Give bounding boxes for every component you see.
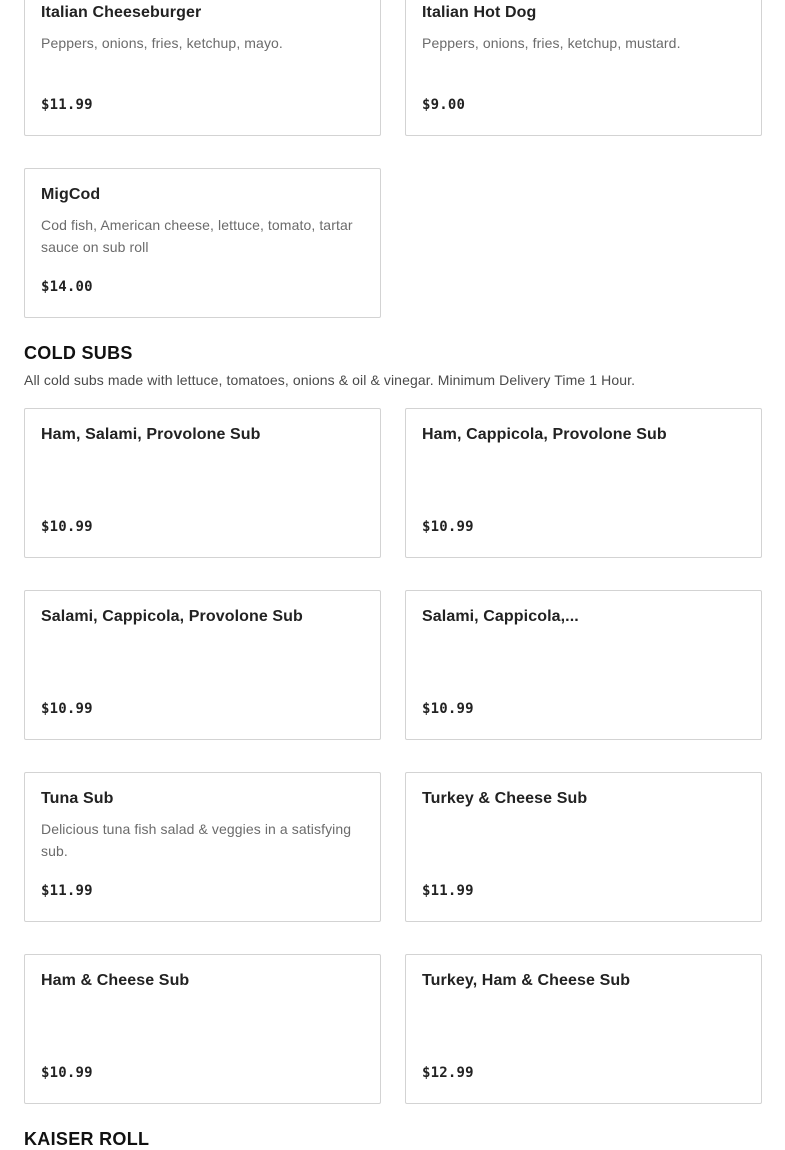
menu-item-description: Cod fish, American cheese, lettuce, tomato, tartar sauce on sub roll [41,217,353,255]
menu-item-name: Ham, Cappicola, Provolone Sub [422,426,667,443]
menu-item-price: $11.99 [41,97,93,113]
menu-item-price: $11.99 [422,883,474,899]
menu-item-name: Italian Hot Dog [422,4,537,21]
menu-item-price: $10.99 [422,519,474,535]
menu-item-description: Delicious tuna fish salad & veggies in a satisfying sub. [41,821,352,859]
menu-item-card[interactable] [405,590,762,740]
menu-item-card[interactable] [405,0,762,136]
menu-item-name: Tuna Sub [41,790,114,807]
menu-item-price: $11.99 [41,883,93,899]
menu-item-name: Salami, Cappicola,... [422,608,579,625]
menu-item-price: $10.99 [41,701,93,717]
menu-item-card[interactable] [24,408,381,558]
menu-item-card[interactable] [405,954,762,1104]
menu-item-name: Ham & Cheese Sub [41,972,190,989]
menu-item-price: $14.00 [41,279,93,295]
menu-item-description: Peppers, onions, fries, ketchup, mustard. [422,35,681,51]
menu-item-name: Turkey, Ham & Cheese Sub [422,972,631,989]
menu-item-card[interactable] [24,590,381,740]
menu-item-description: Peppers, onions, fries, ketchup, mayo. [41,35,283,51]
menu-item-price: $10.99 [422,701,474,717]
menu-item-card[interactable] [405,772,762,922]
menu-item-price: $10.99 [41,1065,93,1081]
menu-item-price: $12.99 [422,1065,474,1081]
menu-item-card[interactable] [24,168,381,318]
section-title: KAISER ROLL [24,1129,150,1149]
menu-item-price: $10.99 [41,519,93,535]
menu-item-card[interactable] [24,0,381,136]
menu-item-name: Salami, Cappicola, Provolone Sub [41,608,303,625]
menu-item-name: Turkey & Cheese Sub [422,790,588,807]
menu-item-name: Italian Cheeseburger [41,4,202,21]
menu-item-card[interactable] [405,408,762,558]
section-title: COLD SUBS [24,343,133,363]
section-description: All cold subs made with lettuce, tomatoes, onions & oil & vinegar. Minimum Delivery Time 1 Hour. [24,372,636,388]
menu-item-name: MigCod [41,186,101,203]
menu-item-price: $9.00 [422,97,466,113]
menu-item-card[interactable] [24,772,381,922]
menu-item-card[interactable] [24,954,381,1104]
menu-item-name: Ham, Salami, Provolone Sub [41,426,261,443]
